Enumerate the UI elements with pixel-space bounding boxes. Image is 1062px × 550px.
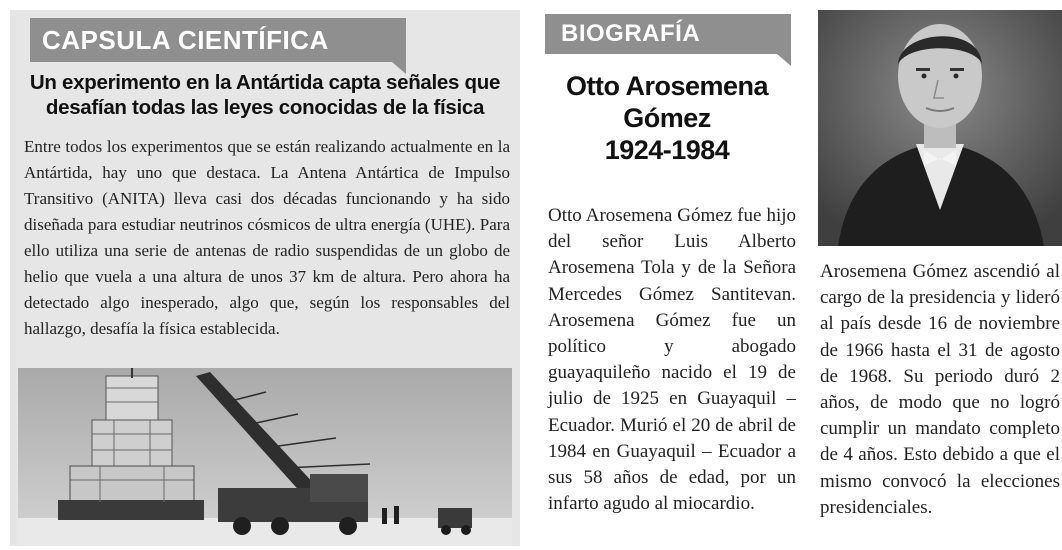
- capsula-section-label: CAPSULA CIENTÍFICA: [30, 18, 406, 62]
- anita-experiment-photo: [18, 368, 512, 546]
- biografia-title: [548, 70, 786, 166]
- biografia-name-line2: Gómez: [623, 103, 711, 133]
- biografia-column-1: Otto Arosemena Gómez fue hijo del señor Luis Alberto Arosemena Tola y de la Señora Mercedes Gómez Santitevan. Arosemena Gómez fue un político y abogado guayaquileño nacido el 19 de julio de 1925 en Guayaquil – Ecuador. Murió el 20 de abril de 1984 en Guayaquil – Ecuador a sus 58 años de edad, por un infarto agudo al miocardio.: [548, 205, 796, 515]
- biografia-section-label: BIOGRAFÍA: [545, 14, 791, 54]
- biografia-name-line1: Otto Arosemena: [565, 71, 769, 101]
- biografia-years: 1924-1984: [604, 135, 730, 165]
- capsula-body-text: Entre todos los experimentos que se están realizando actualmente en la Antártida, hay uno que destaca. La Antena Antártica de Impulso Transitivo (ANITA) lleva casi dos décadas funcionando y ha sido diseñada para estudiar neutrinos cósmicos de ultra energía (UHE). Para ello utiliza una serie de antenas de radio suspendidas de un globo de helio que vuela a una altura de unos 37 km de altura. Pero ahora ha detectado algo inesperado, algo que, según los responsables del hallazgo, desafía la física establecida.: [24, 137, 510, 338]
- capsula-cientifica-panel: [10, 10, 520, 546]
- capsula-headline: Un experimento en la Antártida capta señales que desafían todas las leyes conocidas de la física: [29, 71, 501, 119]
- biografia-column-2: Arosemena Gómez ascendió al cargo de la presidencia y lideró al país desde 16 de noviembre de 1966 hasta el 31 de agosto de 1968. Su periodo duró 2 años, de modo que no logró cumplir un mandato completo de 4 años. Esto debido a que el mismo convocó la elecciones presidenciales.: [820, 261, 1060, 518]
- otto-arosemena-portrait: [818, 10, 1062, 246]
